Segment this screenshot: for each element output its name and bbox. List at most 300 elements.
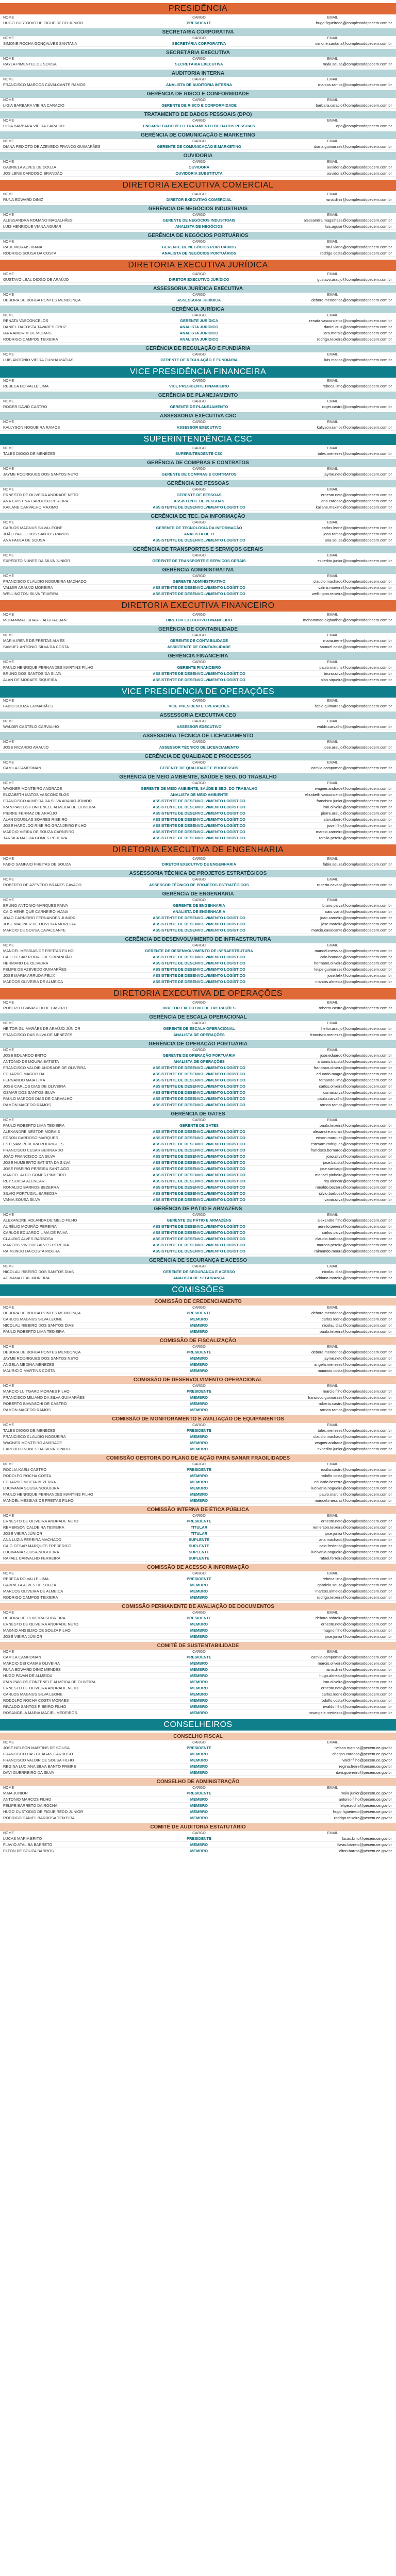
- staff-row: [0, 1582, 396, 1588]
- email-link[interactable]: pierre.araujo@complexodopecem.com.br: [321, 811, 392, 816]
- email-link[interactable]: jose.junior@complexodopecem.com.br: [325, 1531, 392, 1536]
- email-link[interactable]: iara.morais@complexodopecem.com.br: [323, 331, 392, 335]
- col-email-label: EMAIL: [327, 1572, 338, 1575]
- column-header-row: [0, 1048, 396, 1053]
- email-link[interactable]: osmar.silva@complexodopecem.com.br: [323, 1090, 392, 1095]
- email-link[interactable]: debora.mendonca@complexodopecem.com.br: [311, 298, 392, 302]
- email-link[interactable]: alexandre.filho@complexodopecem.com.br: [317, 1218, 392, 1223]
- col-email-label: EMAIL: [327, 1118, 338, 1122]
- job-title: ASSISTENTE DE DESENVOLVIMENTO LOGÍSTICO: [153, 1166, 245, 1171]
- email-link[interactable]: eduardo.magro@complexodopecem.com.br: [316, 1072, 392, 1076]
- job-title: VICE PRESIDENTE FINANCEIRO: [169, 384, 229, 388]
- staff-row: [0, 1764, 396, 1770]
- job-title: GERENTE DE PLANEJAMENTO: [170, 404, 228, 409]
- email-link[interactable]: rivaldo.filho@complexodopecem.com.br: [323, 1704, 392, 1709]
- email-link[interactable]: elizabeth.vasconcelos@complexodopecem.com.br: [305, 792, 392, 797]
- person-name: JOSÉ VIEIRA JÚNIOR: [3, 1531, 42, 1536]
- email-link[interactable]: joao.ramos@complexodopecem.com.br: [323, 532, 392, 536]
- staff-row: [0, 1401, 396, 1407]
- email-link[interactable]: marcio.carneiro@complexodopecem.com.br: [316, 829, 392, 834]
- person-name: ALESSANDRA ROMANO MAGALHÃES: [3, 218, 73, 223]
- email-link[interactable]: fabio.souza@complexodopecem.com.br: [323, 862, 392, 867]
- email-link[interactable]: roberto.castro@complexodopecem.com.br: [319, 1006, 392, 1010]
- email-link[interactable]: nelson.martins@pecem.ce.gov.br: [334, 1745, 392, 1750]
- email-link[interactable]: paulo.carvalho@complexodopecem.com.br: [317, 1096, 392, 1101]
- person-name: AURÉLIO MOURÃO PEREIRA: [3, 1224, 57, 1229]
- job-title: ANALISTA DE TI: [184, 532, 214, 536]
- staff-row: [0, 979, 396, 985]
- email-link[interactable]: expedito.junior@complexodopecem.com.br: [317, 1447, 392, 1451]
- email-link[interactable]: luis.matias@complexodopecem.com.br: [324, 358, 392, 362]
- email-link[interactable]: caio.viana@complexodopecem.com.br: [325, 909, 392, 914]
- person-name: JOSE NELSON MARTINS DE SOUSA: [3, 1745, 70, 1750]
- staff-row: [0, 425, 396, 431]
- email-link[interactable]: silvio.barbosa@complexodopecem.com.br: [319, 1191, 392, 1196]
- email-link[interactable]: edson.marques@complexodopecem.com.br: [316, 1136, 392, 1140]
- email-link[interactable]: iran.oliveira@complexodopecem.com.br: [323, 805, 392, 809]
- col-email-label: EMAIL: [327, 1832, 338, 1835]
- col-role-label: CARGO: [192, 1786, 206, 1790]
- email-link[interactable]: paulo.teixeira@complexodopecem.com.br: [319, 1329, 392, 1334]
- email-link[interactable]: paulo.martins@complexodopecem.com.br: [319, 665, 392, 670]
- col-name-label: NOME: [3, 193, 14, 196]
- email-link[interactable]: felipe.guimaraes@complexodopecem.com.br: [314, 967, 392, 972]
- email-link[interactable]: angela.menezes@complexodopecem.com.br: [314, 1362, 392, 1367]
- email-link[interactable]: claudio.machado@complexodopecem.com.br: [313, 1434, 392, 1439]
- email-link[interactable]: runa.diniz@complexodopecem.com.br: [325, 197, 392, 202]
- job-title: ASSISTENTE DE DESENVOLVIMENTO LOGÍSTICO: [153, 961, 245, 965]
- job-title: ASSISTENTE DE DESENVOLVIMENTO LOGÍSTICO: [153, 1078, 245, 1082]
- job-title: ASSISTENTE DE DESENVOLVIMENTO LOGÍSTICO: [153, 916, 245, 920]
- email-link[interactable]: marcos.almeida@complexodopecem.com.br: [315, 979, 392, 984]
- email-link[interactable]: rebeca.lima@complexodopecem.com.br: [322, 1577, 392, 1581]
- person-name: ADRIANA LEAL MOREIRA: [3, 1276, 50, 1280]
- email-link[interactable]: ana.sousa@complexodopecem.com.br: [324, 538, 392, 543]
- email-link[interactable]: lucivania.nogueira@complexodopecem.com.br: [311, 1486, 392, 1490]
- staff-row: [0, 1537, 396, 1543]
- email-link[interactable]: rodolfo.costa@complexodopecem.com.br: [320, 1473, 392, 1478]
- email-link[interactable]: francisco.oliveira@complexodopecem.com.br: [314, 1065, 392, 1070]
- email-link[interactable]: ernesto.neto@complexodopecem.com.br: [321, 1686, 392, 1690]
- staff-row: [0, 960, 396, 967]
- subsection-header: COMISSÃO DE CREDENCIAMENTO: [0, 1298, 396, 1306]
- email-link[interactable]: marcio.cavalcante@complexodopecem.com.br: [311, 928, 392, 933]
- email-link[interactable]: valmir.moreira@complexodopecem.com.br: [318, 585, 392, 590]
- col-email-label: EMAIL: [327, 160, 338, 164]
- email-link[interactable]: rodolfo.costa@complexodopecem.com.br: [320, 1698, 392, 1703]
- email-link[interactable]: runa.diniz@complexodopecem.com.br: [325, 1667, 392, 1672]
- job-title: ANALISTA JURÍDICO: [179, 337, 219, 342]
- email-link[interactable]: samuel.costa@complexodopecem.com.br: [320, 645, 392, 649]
- email-link[interactable]: rodrigo.teixeira@complexodopecem.com.br: [317, 1595, 392, 1600]
- job-title: ASSISTENTE DE DESENVOLVIMENTO LOGÍSTICO: [153, 1154, 245, 1159]
- job-title: ASSISTENTE DE DESENVOLVIMENTO LOGÍSTICO: [153, 1065, 245, 1070]
- job-title: GERENTE DE QUALIDADE E PROCESSOS: [159, 766, 239, 770]
- col-email-label: EMAIL: [327, 1786, 338, 1790]
- person-name: HEITOR GUIMARÃES DE ARAÚJO JÚNIOR: [3, 1026, 80, 1031]
- email-link[interactable]: tales.menezes@complexodopecem.com.br: [318, 451, 392, 456]
- job-title: GERENTE DE ESCALA OPERACIONAL: [163, 1026, 235, 1031]
- email-link[interactable]: mohammad.alghadban@complexodopecem.com.br: [303, 618, 392, 622]
- job-title: ASSISTENTE DE DESENVOLVIMENTO LOGÍSTICO: [153, 1179, 245, 1183]
- subsection-header: COMISSÃO DE FISCALIZAÇÃO: [0, 1337, 396, 1345]
- email-link[interactable]: jose.batista@complexodopecem.com.br: [323, 1160, 392, 1165]
- email-link[interactable]: gustavo.araujo@complexodopecem.com.br: [317, 277, 392, 282]
- email-link[interactable]: ana.cardoso@complexodopecem.com.br: [321, 499, 392, 503]
- email-link[interactable]: joao.carneiro@complexodopecem.com.br: [320, 916, 392, 920]
- job-title: MEMBRO: [190, 1480, 208, 1484]
- email-link[interactable]: hugo.almeida@complexodopecem.com.br: [319, 1673, 392, 1678]
- person-name: MARCIO DE SOUSA CAVALCANTE: [3, 928, 66, 933]
- col-email-label: EMAIL: [327, 574, 338, 578]
- staff-row: [0, 1543, 396, 1549]
- email-link[interactable]: raul.viana@complexodopecem.com.br: [325, 245, 392, 249]
- person-name: ERNESTO DE OLIVEIRA ANDRADE NETO: [3, 1686, 79, 1690]
- staff-row: [0, 903, 396, 909]
- job-title: ASSISTENTE DE DESENVOLVIMENTO LOGÍSTICO: [153, 1185, 245, 1190]
- email-link[interactable]: ouvidoria@complexodopecem.com.br: [326, 165, 392, 170]
- subsection-header: GERÊNCIA FINANCEIRA: [0, 652, 396, 660]
- email-link[interactable]: tales.menezes@complexodopecem.com.br: [318, 1428, 392, 1433]
- person-name: MARCOS OLIVEIRA DE ALMEIDA: [3, 1589, 63, 1594]
- email-link[interactable]: adriana.moreira@complexodopecem.com.br: [315, 1276, 392, 1280]
- col-email-label: EMAIL: [327, 899, 338, 902]
- email-link[interactable]: estevam.rodrigues@complexodopecem.com.br: [310, 1142, 392, 1146]
- email-link[interactable]: alan.siqueira@complexodopecem.com.br: [320, 677, 392, 682]
- staff-row: [0, 1848, 396, 1854]
- col-role-label: CARGO: [192, 160, 206, 164]
- staff-row: [0, 1217, 396, 1224]
- email-link[interactable]: carlos.leone@complexodopecem.com.br: [321, 526, 392, 530]
- job-title: ANALISTA DE NEGÓCIOS: [175, 224, 223, 229]
- email-link[interactable]: roger.castro@complexodopecem.com.br: [322, 404, 392, 409]
- job-title: ASSISTENTE DE DESENVOLVIMENTO LOGÍSTICO: [153, 1136, 245, 1140]
- email-link[interactable]: kallyson.ramos@complexodopecem.com.br: [317, 425, 392, 430]
- email-link[interactable]: debora.mendonca@complexodopecem.com.br: [311, 1350, 392, 1354]
- job-title: ENCARREGADO PELO TRATAMENTO DE DADOS PESSOAIS: [143, 124, 255, 128]
- subsection-header: GERÊNCIA DE COMPRAS E CONTRATOS: [0, 459, 396, 467]
- email-link[interactable]: fernando.lima@complexodopecem.com.br: [319, 1078, 392, 1082]
- email-link[interactable]: carlos.leone@complexodopecem.com.br: [321, 1692, 392, 1697]
- email-link[interactable]: carlos.leone@complexodopecem.com.br: [321, 1317, 392, 1321]
- email-link[interactable]: ernesto.neto@complexodopecem.com.br: [321, 1519, 392, 1523]
- email-link[interactable]: jose.felix@complexodopecem.com.br: [327, 973, 392, 978]
- email-link[interactable]: roberto.castro@complexodopecem.com.br: [319, 1401, 392, 1406]
- email-link[interactable]: bruno.paiva@complexodopecem.com.br: [322, 903, 392, 908]
- job-title: SUPLENTE: [188, 1544, 209, 1548]
- email-link[interactable]: hugo.figueiredo@complexodopecem.com.br: [316, 21, 392, 25]
- subsection-header: TRATAMENTO DE DADOS PESSOAIS (DPO): [0, 111, 396, 118]
- job-title: PRESIDENTE: [187, 21, 211, 25]
- email-link[interactable]: luis.aguiar@complexodopecem.com.br: [325, 224, 392, 229]
- email-link[interactable]: remerson.teixeira@complexodopecem.com.br: [312, 1525, 392, 1530]
- job-title: ASSESSOR EXECUTIVO: [176, 425, 222, 430]
- job-title: GERENTE DE NEGÓCIOS PORTUÁRIOS: [162, 245, 236, 249]
- person-name: FRANCISCO VALDIR ANDRADE DE OLIVEIRA: [3, 1065, 86, 1070]
- email-link[interactable]: marcio.filho@complexodopecem.com.br: [323, 1389, 392, 1394]
- job-title: GERENTE DE TECNOLOGIA DA INFORMAÇÃO: [156, 526, 242, 530]
- job-title: ASSISTENTE DE DESENVOLVIMENTO LOGÍSTICO: [153, 585, 245, 590]
- staff-row: [0, 724, 396, 730]
- subsection-header: ASSESSORIA TÉCNICA DE LICENCIAMENTO: [0, 732, 396, 740]
- staff-row: [0, 1090, 396, 1096]
- email-link[interactable]: hermano.oliveira@complexodopecem.com.br: [314, 961, 392, 965]
- email-link[interactable]: dpo@complexodopecem.com.br: [336, 124, 392, 128]
- col-role-label: CARGO: [192, 1572, 206, 1575]
- email-link[interactable]: fabio.guimaraes@complexodopecem.com.br: [315, 704, 392, 708]
- email-link[interactable]: rodrigo.teixeira@pecem.ce.gov.br: [334, 1816, 392, 1820]
- email-link[interactable]: lucas.brito@pecem.ce.gov.br: [342, 1836, 392, 1841]
- email-link[interactable]: jose.eduardo@complexodopecem.com.br: [320, 1053, 392, 1058]
- job-title: GERENTE DE NEGÓCIOS INDUSTRIAIS: [162, 218, 236, 223]
- col-email-label: EMAIL: [327, 447, 338, 450]
- email-link[interactable]: jayme.neto@complexodopecem.com.br: [323, 1356, 392, 1361]
- email-link[interactable]: ramon.ramos@complexodopecem.com.br: [320, 1103, 392, 1107]
- person-name: NICOLAU RIBEIRO DOS SANTOS DIAS: [3, 1323, 74, 1328]
- email-link[interactable]: antonio.filho@pecem.ce.gov.br: [339, 1797, 392, 1802]
- person-name: EDSON CARDOSO MARQUES: [3, 1136, 58, 1140]
- email-link[interactable]: rey.alencar@complexodopecem.com.br: [323, 1179, 392, 1183]
- email-link[interactable]: tarsila.pereira@complexodopecem.com.br: [319, 836, 392, 840]
- email-link[interactable]: eduardo.bezerra@complexodopecem.com.br: [314, 1480, 392, 1484]
- person-name: ANA PAULA DE SOUSA: [3, 538, 45, 543]
- email-link[interactable]: rosangela.medeiros@complexodopecem.com.br: [308, 1710, 392, 1715]
- col-email-label: EMAIL: [327, 1384, 338, 1388]
- email-link[interactable]: expedito.junior@complexodopecem.com.br: [317, 558, 392, 563]
- col-role-label: CARGO: [192, 1650, 206, 1654]
- staff-row: [0, 1147, 396, 1154]
- col-email-label: EMAIL: [327, 1048, 338, 1052]
- email-link[interactable]: manoel.messias@complexodopecem.com.br: [315, 948, 392, 953]
- email-link[interactable]: carlos.paiva@complexodopecem.com.br: [322, 1230, 392, 1235]
- staff-row: [0, 1166, 396, 1172]
- email-link[interactable]: rodrigo.teixeira@complexodopecem.com.br: [317, 337, 392, 342]
- email-link[interactable]: diana.guimaraes@complexodopecem.com.br: [314, 144, 392, 149]
- col-email-label: EMAIL: [327, 720, 338, 723]
- person-name: ALEXANDRE NESTOR MORAIS: [3, 1129, 60, 1134]
- email-link[interactable]: antonio.batista@complexodopecem.com.br: [317, 1059, 392, 1064]
- email-link[interactable]: nicolau.dias@complexodopecem.com.br: [322, 1269, 392, 1274]
- email-link[interactable]: marcio.oliveira@complexodopecem.com.br: [318, 1661, 392, 1666]
- person-name: DEBORA DE BORBA PONTES MENDONÇA: [3, 298, 81, 302]
- email-link[interactable]: regina.freire@pecem.ce.gov.br: [339, 1764, 392, 1769]
- email-link[interactable]: wellington.teixeira@complexodopecem.com.br: [311, 591, 392, 596]
- email-link[interactable]: roberto.cavaco@complexodopecem.com.br: [317, 883, 392, 887]
- email-link[interactable]: mauricio.costa@complexodopecem.com.br: [318, 1368, 392, 1373]
- person-name: JOSÉ VIEIRA JÚNIOR: [3, 1634, 42, 1639]
- email-link[interactable]: rebeca.lima@complexodopecem.com.br: [322, 384, 392, 388]
- email-link[interactable]: rodrigo.costa@complexodopecem.com.br: [320, 251, 392, 256]
- person-name: EXPEDITO NUNES DA SILVA JÚNIOR: [3, 1447, 71, 1451]
- col-role-label: CARGO: [192, 1741, 206, 1744]
- email-link[interactable]: paulo.teixeira@complexodopecem.com.br: [319, 1123, 392, 1128]
- job-title: ANALISTA DE NEGÓCIOS PORTUÁRIOS: [161, 251, 237, 256]
- email-link[interactable]: hugo.figueiredo@pecem.ce.gov.br: [333, 1809, 392, 1814]
- email-link[interactable]: ernesto.neto@complexodopecem.com.br: [321, 493, 392, 497]
- column-header-row: [0, 240, 396, 244]
- email-link[interactable]: rocilia.castro@complexodopecem.com.br: [321, 1467, 392, 1472]
- email-link[interactable]: carlos.oliveira@complexodopecem.com.br: [319, 1084, 392, 1089]
- subsection-header: SECRETARIA CORPORATIVA: [0, 28, 396, 36]
- subsection-header: AUDITORIA INTERNA: [0, 70, 396, 77]
- col-email-label: EMAIL: [327, 1265, 338, 1268]
- job-title: SECRETÁRIA CORPORATIVA: [172, 41, 226, 46]
- email-link[interactable]: francisco.bernardo@complexodopecem.com.br: [310, 1148, 392, 1153]
- email-link[interactable]: caio.brandao@complexodopecem.com.br: [320, 955, 392, 959]
- email-link[interactable]: camila.campoman@complexodopecem.com.br: [311, 766, 392, 770]
- email-link[interactable]: claudio.barbosa@complexodopecem.com.br: [315, 1236, 392, 1241]
- email-link[interactable]: paulo.martins@complexodopecem.com.br: [319, 1492, 392, 1497]
- email-link[interactable]: francisco.menezes@complexodopecem.com.br: [310, 1032, 392, 1037]
- email-link[interactable]: marcos.pereira@complexodopecem.com.br: [317, 1243, 392, 1247]
- col-name-label: NOME: [3, 740, 14, 744]
- section-header: COMISSÕES: [0, 1284, 396, 1296]
- email-link[interactable]: rayla.sousa@complexodopecem.com.br: [323, 62, 392, 66]
- person-name: NICOLAU RIBEIRO DOS SANTOS DIAS: [3, 1269, 74, 1274]
- email-link[interactable]: simone.santana@complexodopecem.com.br: [315, 41, 392, 46]
- column-header-row: [0, 352, 396, 357]
- email-link[interactable]: jose.araujo@complexodopecem.com.br: [323, 745, 392, 750]
- email-link[interactable]: chagas.cardoso@pecem.ce.gov.br: [332, 1752, 392, 1756]
- col-name-label: NOME: [3, 699, 14, 703]
- staff-row: [0, 1395, 396, 1401]
- col-name-label: NOME: [3, 213, 14, 217]
- staff-row: [0, 123, 396, 129]
- email-link[interactable]: heitor.araujo@complexodopecem.com.br: [321, 1026, 392, 1031]
- col-name-label: NOME: [3, 1022, 14, 1025]
- job-title: ASSISTENTE DE PESSOAS: [174, 499, 224, 503]
- column-header-row: [0, 118, 396, 123]
- email-link[interactable]: caio.frederico@complexodopecem.com.br: [319, 1544, 392, 1548]
- email-link[interactable]: wagner.andrade@complexodopecem.com.br: [315, 786, 392, 791]
- staff-row: [0, 1531, 396, 1537]
- email-link[interactable]: lucivania.nogueira@complexodopecem.com.br: [311, 1550, 392, 1554]
- job-title: ASSESSOR EXECUTIVO: [176, 724, 222, 729]
- person-name: IRAN PAVLOS FONTENELE ALMEIDA DE OLIVEIRA: [3, 1680, 96, 1684]
- person-name: RUNA EDWARD DINIZ MENDES: [3, 1667, 61, 1672]
- email-link[interactable]: claudio.machado@complexodopecem.com.br: [313, 579, 392, 584]
- email-link[interactable]: francisco.guimaraes@complexodopecem.com.br: [308, 1395, 392, 1400]
- job-title: ASSISTENTE DE DESENVOLVIMENTO LOGÍSTICO: [153, 1224, 245, 1229]
- email-link[interactable]: alan.ribeiro@complexodopecem.com.br: [323, 817, 392, 822]
- col-email-label: EMAIL: [327, 878, 338, 882]
- email-link[interactable]: jose.moreira@complexodopecem.com.br: [321, 922, 392, 926]
- email-link[interactable]: iran.oliveira@complexodopecem.com.br: [323, 1680, 392, 1684]
- email-link[interactable]: ana.machado@complexodopecem.com.br: [319, 1537, 392, 1542]
- email-link[interactable]: bruno.silva@complexodopecem.com.br: [324, 671, 392, 676]
- email-link[interactable]: barbara.caracio@complexodopecem.com.br: [316, 103, 392, 108]
- email-link[interactable]: manoel.pinheiro@complexodopecem.com.br: [315, 1173, 392, 1177]
- col-email-label: EMAIL: [327, 293, 338, 297]
- staff-row: [0, 1355, 396, 1362]
- email-link[interactable]: waldir.carvalho@complexodopecem.com.br: [317, 724, 392, 729]
- column-header-row: [0, 379, 396, 383]
- col-name-label: NOME: [3, 1001, 14, 1005]
- column-header-row: [0, 1514, 396, 1518]
- email-link[interactable]: joao.silva@complexodopecem.com.br: [326, 1154, 392, 1159]
- email-link[interactable]: elton.barros@pecem.ce.gov.br: [339, 1849, 392, 1853]
- job-title: ASSISTENTE DE DESENVOLVIMENTO LOGÍSTICO: [153, 1090, 245, 1095]
- email-link[interactable]: nicolau.dias@complexodopecem.com.br: [322, 1323, 392, 1328]
- person-name: ANA CRISTINA CARDOSO PEREIRA: [3, 499, 69, 503]
- email-link[interactable]: marcos.ramos@complexodopecem.com.br: [318, 82, 392, 87]
- staff-row: [0, 1673, 396, 1679]
- email-link[interactable]: kailane.maximo@complexodopecem.com.br: [316, 505, 392, 510]
- email-link[interactable]: ramon.ramos@complexodopecem.com.br: [320, 1408, 392, 1412]
- email-link[interactable]: wagner.andrade@complexodopecem.com.br: [315, 1440, 392, 1445]
- job-title: MEMBRO: [190, 1770, 208, 1775]
- person-name: PAULO ROBERTO LIMA TEIXEIRA: [3, 1123, 65, 1128]
- email-link[interactable]: felipe.rocha@pecem.ce.gov.br: [339, 1803, 392, 1808]
- email-link[interactable]: debora.sobreira@complexodopecem.com.br: [315, 1616, 392, 1620]
- email-link[interactable]: jose.santiago@complexodopecem.com.br: [320, 1166, 392, 1171]
- col-role-label: CARGO: [192, 857, 206, 861]
- email-link[interactable]: davi.guerreiro@pecem.ce.gov.br: [336, 1770, 392, 1775]
- job-title: VICE PRESIDENTE OPERAÇÕES: [169, 704, 229, 708]
- job-title: ASSISTENTE DE DESENVOLVIMENTO LOGÍSTICO: [153, 1243, 245, 1247]
- email-link[interactable]: alexandre.morais@complexodopecem.com.br: [312, 1129, 392, 1134]
- email-link[interactable]: jose.filho@complexodopecem.com.br: [327, 823, 392, 828]
- person-name: DEBORA DE BORBA PONTES MENDONÇA: [3, 1350, 81, 1354]
- staff-row: [0, 1745, 396, 1751]
- subsection-header: CONSELHO DE ADMINISTRAÇÃO: [0, 1778, 396, 1786]
- email-link[interactable]: ronaldo.bezerra@complexodopecem.com.br: [315, 1185, 392, 1190]
- email-link[interactable]: valdir.filho@pecem.ce.gov.br: [342, 1758, 392, 1762]
- email-link[interactable]: ouvidoria@complexodopecem.com.br: [326, 171, 392, 176]
- email-link[interactable]: debora.mendonca@complexodopecem.com.br: [311, 1311, 392, 1315]
- col-name-label: NOME: [3, 1423, 14, 1427]
- person-name: JOÃO PAULO DOS SANTOS RAMOS: [3, 532, 70, 536]
- email-link[interactable]: renata.vasconcelos@complexodopecem.com.br: [309, 318, 392, 323]
- email-link[interactable]: camila.campoman@complexodopecem.com.br: [311, 1655, 392, 1659]
- staff-row: [0, 1751, 396, 1757]
- col-name-label: NOME: [3, 314, 14, 317]
- column-header-row: [0, 213, 396, 217]
- subsection-header: SECRETÁRIA EXECUTIVA: [0, 49, 396, 57]
- person-name: JOÃO FRANCISCO DA SILVA: [3, 1154, 55, 1159]
- col-name-label: NOME: [3, 1345, 14, 1349]
- col-name-label: NOME: [3, 353, 14, 357]
- person-name: HUGO CUSTODIO DE FIGUEIREDO JUNIOR: [3, 1809, 84, 1814]
- email-link[interactable]: marcos.almeida@complexodopecem.com.br: [315, 1589, 392, 1594]
- email-link[interactable]: jose.junior@complexodopecem.com.br: [325, 1634, 392, 1639]
- email-link[interactable]: francisco.junior@complexodopecem.com.br: [316, 799, 392, 803]
- person-name: TALES DIOGO DE MENEZES: [3, 451, 56, 456]
- email-link[interactable]: magno.filho@complexodopecem.com.br: [322, 1628, 392, 1633]
- staff-row: [0, 1428, 396, 1434]
- email-link[interactable]: aurelio.pereira@complexodopecem.com.br: [318, 1224, 392, 1229]
- email-link[interactable]: rafael.ferreira@complexodopecem.com.br: [319, 1556, 392, 1561]
- subsection-header: COMISSÃO GESTORA DO PLANO DE AÇÃO PARA SANAR FRAGILIDADES: [0, 1454, 396, 1462]
- email-link[interactable]: ernesto.neto@complexodopecem.com.br: [321, 1622, 392, 1626]
- email-link[interactable]: gabriela.souza@complexodopecem.com.br: [317, 1583, 392, 1587]
- job-title: MEMBRO: [190, 1583, 208, 1587]
- email-link[interactable]: alessandra.magalhaes@complexodopecem.com.br: [303, 218, 392, 223]
- job-title: MEMBRO: [190, 1686, 208, 1690]
- email-link[interactable]: maia.junior@pecem.ce.gov.br: [340, 1791, 392, 1795]
- staff-row: [0, 471, 396, 478]
- email-link[interactable]: raimundo.moura@complexodopecem.com.br: [314, 1249, 392, 1253]
- email-link[interactable]: manoel.messias@complexodopecem.com.br: [315, 1498, 392, 1503]
- col-role-label: CARGO: [192, 488, 206, 492]
- email-link[interactable]: vania.silva@complexodopecem.com.br: [324, 1197, 392, 1202]
- email-link[interactable]: daniel.cruz@complexodopecem.com.br: [324, 325, 392, 329]
- email-link[interactable]: jayme.neto@complexodopecem.com.br: [323, 472, 392, 477]
- email-link[interactable]: flavio.barreto@pecem.ce.gov.br: [337, 1842, 392, 1847]
- col-name-label: NOME: [3, 1384, 14, 1388]
- person-name: ESTEVAM PEREIRA RODRIGUES: [3, 1142, 64, 1146]
- email-link[interactable]: maria.irene@complexodopecem.com.br: [323, 638, 392, 643]
